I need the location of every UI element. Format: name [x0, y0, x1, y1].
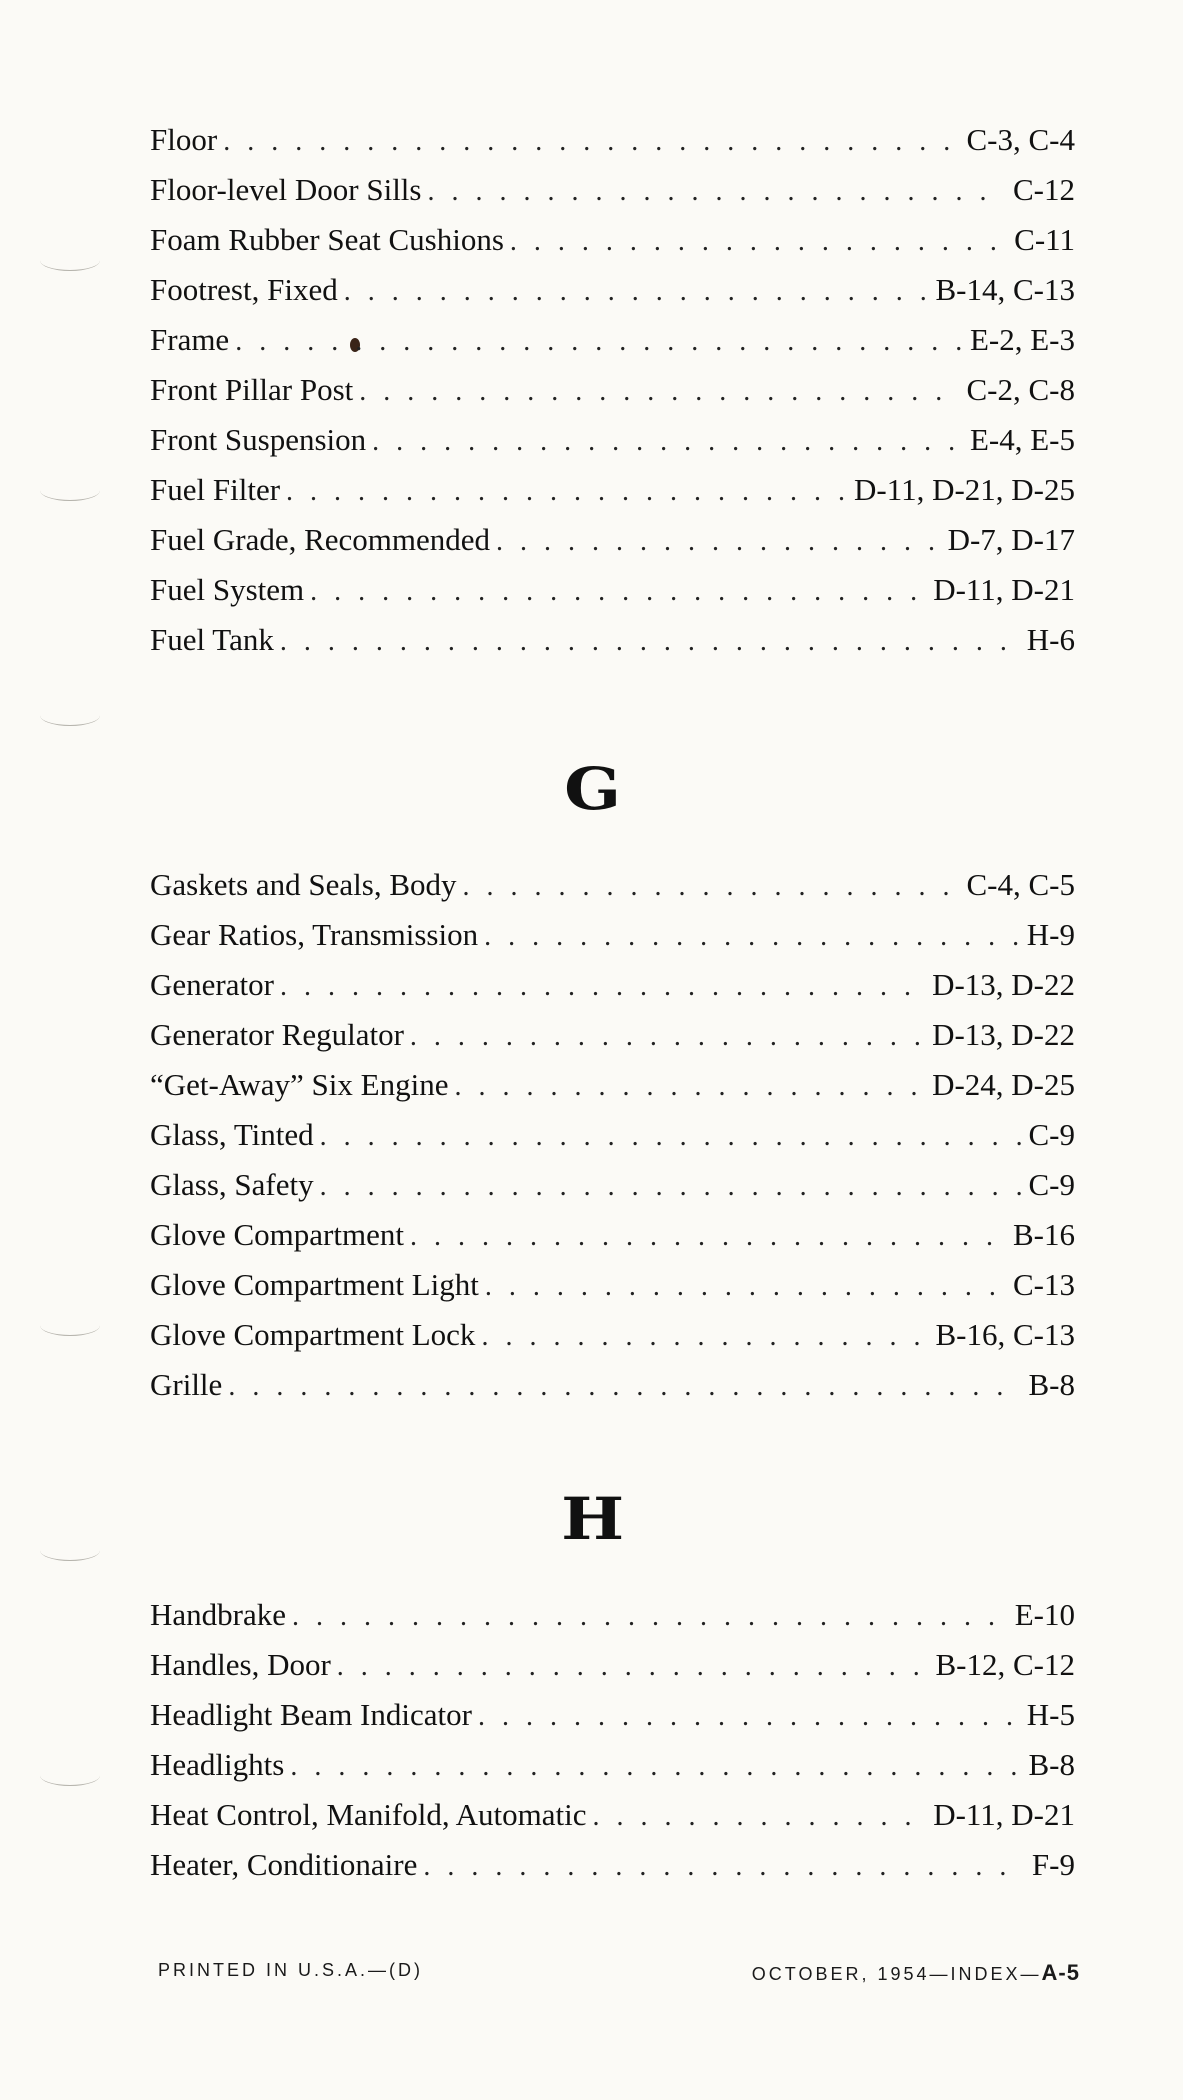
section-heading-h: H: [561, 1485, 622, 1553]
entry-page-refs: D-13, D-22: [932, 967, 1075, 1002]
index-entry: [150, 1260, 1075, 1310]
dot-leader: [510, 217, 1006, 267]
footer-page-number: A-5: [1041, 1960, 1080, 1985]
dot-leader: [223, 117, 958, 167]
binder-hole-mark: [40, 1765, 100, 1786]
dot-leader: [337, 1642, 928, 1692]
entry-page-refs: H-9: [1026, 917, 1075, 952]
dot-leader: [463, 862, 959, 912]
dot-leader: [280, 617, 1019, 667]
entry-page-refs: B-12, C-12: [935, 1647, 1075, 1682]
entry-topic: Gaskets and Seals, Body: [150, 867, 457, 902]
entry-page-refs: D-11, D-21, D-25: [854, 472, 1075, 507]
entry-topic: Grille: [150, 1367, 223, 1402]
dot-leader: [290, 1742, 1020, 1792]
entry-topic: Headlight Beam Indicator: [150, 1697, 472, 1732]
dot-leader: [320, 1112, 1021, 1162]
index-entry: [150, 960, 1075, 1010]
entry-page-refs: E-4, E-5: [969, 422, 1075, 457]
entry-page-refs: E-10: [1014, 1597, 1075, 1632]
entry-topic: Front Suspension: [150, 422, 367, 457]
entry-page-refs: C-9: [1028, 1167, 1075, 1202]
index-section-h: [150, 1590, 1075, 1890]
entry-topic: Front Pillar Post: [150, 372, 354, 407]
dot-leader: [359, 367, 958, 417]
entry-topic: Headlights: [150, 1747, 285, 1782]
index-section-f: [150, 115, 1075, 665]
entry-topic: Generator Regulator: [150, 1017, 404, 1052]
entry-topic: Foam Rubber Seat Cushions: [150, 222, 504, 257]
index-entry: [150, 1690, 1075, 1740]
dot-leader: [344, 267, 928, 317]
index-entry: [150, 315, 1075, 365]
entry-page-refs: B-16: [1013, 1217, 1075, 1252]
entry-topic: Heat Control, Manifold, Automatic: [150, 1797, 587, 1832]
entry-page-refs: D-11, D-21: [933, 572, 1075, 607]
footer-date-index: [752, 1960, 1080, 1986]
binder-hole-mark: [40, 705, 100, 726]
entry-topic: Footrest, Fixed: [150, 272, 338, 307]
entry-topic: Glove Compartment Lock: [150, 1317, 476, 1352]
dot-leader: [593, 1792, 926, 1842]
entry-topic: “Get-Away” Six Engine: [150, 1067, 449, 1102]
index-entry: [150, 1160, 1075, 1210]
index-entry: [150, 1640, 1075, 1690]
entry-page-refs: D-7, D-17: [947, 522, 1075, 557]
entry-topic: Floor: [150, 122, 218, 157]
index-entry: [150, 515, 1075, 565]
index-entry: [150, 115, 1075, 165]
dot-leader: [228, 1362, 1020, 1412]
entry-topic: Glove Compartment: [150, 1217, 404, 1252]
index-entry: [150, 1110, 1075, 1160]
index-entry: [150, 615, 1075, 665]
index-entry: [150, 415, 1075, 465]
index-entry: [150, 1790, 1075, 1840]
entry-topic: Gear Ratios, Transmission: [150, 917, 479, 952]
entry-page-refs: H-6: [1026, 622, 1075, 657]
entry-topic: Fuel Filter: [150, 472, 281, 507]
entry-page-refs: F-9: [1031, 1847, 1075, 1882]
entry-page-refs: B-14, C-13: [935, 272, 1075, 307]
entry-topic: Fuel Grade, Recommended: [150, 522, 491, 557]
entry-page-refs: D-11, D-21: [933, 1797, 1075, 1832]
index-entry: [150, 1360, 1075, 1410]
entry-page-refs: C-3, C-4: [966, 122, 1075, 157]
index-entry: [150, 1590, 1075, 1640]
entry-topic: Fuel System: [150, 572, 305, 607]
entry-topic: Floor-level Door Sills: [150, 172, 422, 207]
section-heading-g: G: [564, 755, 619, 823]
entry-topic: Frame: [150, 322, 230, 357]
entry-page-refs: C-9: [1028, 1117, 1075, 1152]
dot-leader: [423, 1842, 1024, 1892]
dot-leader: [235, 317, 962, 367]
dot-leader: [485, 1262, 1005, 1312]
dot-leader: [286, 467, 846, 517]
index-entry: [150, 860, 1075, 910]
dot-leader: [454, 1062, 924, 1112]
index-entry: [150, 465, 1075, 515]
dot-leader: [496, 517, 940, 567]
footer-printed-in: PRINTED IN U.S.A.—(D): [158, 1960, 424, 1980]
binder-hole-mark: [40, 1315, 100, 1336]
dot-leader: [292, 1592, 1007, 1642]
entry-page-refs: H-5: [1026, 1697, 1075, 1732]
dot-leader: [481, 1312, 927, 1362]
index-entry: [150, 1210, 1075, 1260]
index-entry: [150, 165, 1075, 215]
entry-topic: Glove Compartment Light: [150, 1267, 479, 1302]
entry-page-refs: C-2, C-8: [966, 372, 1075, 407]
index-entry: [150, 365, 1075, 415]
binder-hole-mark: [40, 480, 100, 501]
dot-leader: [427, 167, 1005, 217]
entry-page-refs: E-2, E-3: [969, 322, 1075, 357]
dot-leader: [310, 567, 925, 617]
index-entry: [150, 565, 1075, 615]
entry-page-refs: C-13: [1013, 1267, 1075, 1302]
entry-page-refs: C-4, C-5: [966, 867, 1075, 902]
index-entry: [150, 1010, 1075, 1060]
entry-page-refs: B-8: [1028, 1747, 1075, 1782]
entry-topic: Handles, Door: [150, 1647, 331, 1682]
index-entry: [150, 910, 1075, 960]
entry-topic: Fuel Tank: [150, 622, 274, 657]
index-entry: [150, 215, 1075, 265]
index-entry: [150, 1060, 1075, 1110]
binder-hole-mark: [40, 250, 100, 271]
entry-page-refs: D-24, D-25: [932, 1067, 1075, 1102]
dot-leader: [478, 1692, 1019, 1742]
index-entry: [150, 1310, 1075, 1360]
index-entry: [150, 1740, 1075, 1790]
dot-leader: [410, 1012, 924, 1062]
entry-page-refs: B-8: [1028, 1367, 1075, 1402]
dot-leader: [280, 962, 924, 1012]
index-entry: [150, 265, 1075, 315]
entry-topic: Heater, Conditionaire: [150, 1847, 418, 1882]
entry-topic: Handbrake: [150, 1597, 286, 1632]
entry-page-refs: C-12: [1013, 172, 1075, 207]
index-entry: [150, 1840, 1075, 1890]
entry-page-refs: B-16, C-13: [935, 1317, 1075, 1352]
dot-leader: [372, 417, 962, 467]
entry-topic: Glass, Tinted: [150, 1117, 314, 1152]
dot-leader: [410, 1212, 1005, 1262]
dot-leader: [320, 1162, 1021, 1212]
footer-date: OCTOBER, 1954—INDEX—: [751, 1964, 1042, 1984]
entry-page-refs: C-11: [1014, 222, 1075, 257]
entry-page-refs: D-13, D-22: [932, 1017, 1075, 1052]
entry-topic: Glass, Safety: [150, 1167, 314, 1202]
dot-leader: [484, 912, 1019, 962]
entry-topic: Generator: [150, 967, 274, 1002]
index-section-g: [150, 860, 1075, 1410]
